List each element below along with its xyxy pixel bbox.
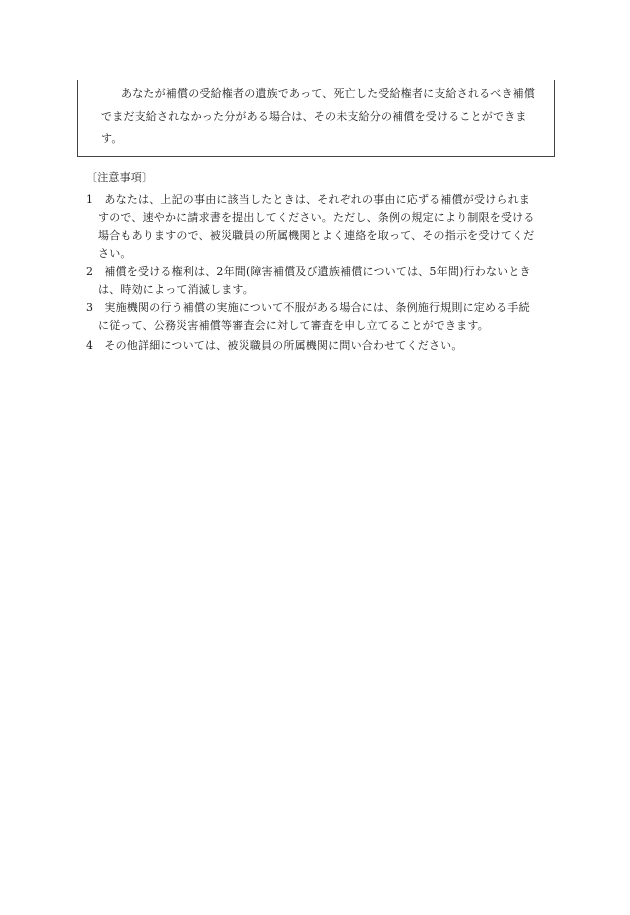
note-line: に従って、公務災害補償等審査会に対して審査を申し立てることができます。: [98, 319, 489, 332]
notes-heading: 〔注意事項〕: [86, 171, 154, 184]
note-line: 2 補償を受ける権利は、2年間(障害補償及び遺族補償については、5年間)行わないとき: [86, 265, 531, 278]
note-line: 4 その他詳細については、被災職員の所属機関に問い合わせてください。: [86, 339, 463, 352]
note-line: 1 あなたは、上記の事由に該当したときは、それぞれの事由に応ずる補償が受けられま: [86, 193, 530, 206]
note-line: すので、速やかに請求書を提出してください。ただし、条例の規定により制限を受ける: [98, 211, 535, 224]
note-line: は、時効によって消滅します。: [98, 283, 254, 296]
note-line: 3 実施機関の行う補償の実施について不服がある場合には、条例施行規則に定める手続: [86, 301, 530, 314]
note-line: 場合もありますので、被災職員の所属機関とよく連絡を取って、その指示を受けてくだ: [98, 229, 535, 242]
box-text-line: でまだ支給されなかった分がある場合は、その未支給分の補償を受けることができま: [101, 110, 527, 123]
box-text-line: あなたが補償の受給権者の遺族であって、死亡した受給権者に支給されるべき補償: [121, 87, 536, 100]
box-text-line: す。: [101, 132, 123, 145]
note-line: さい。: [98, 247, 132, 260]
